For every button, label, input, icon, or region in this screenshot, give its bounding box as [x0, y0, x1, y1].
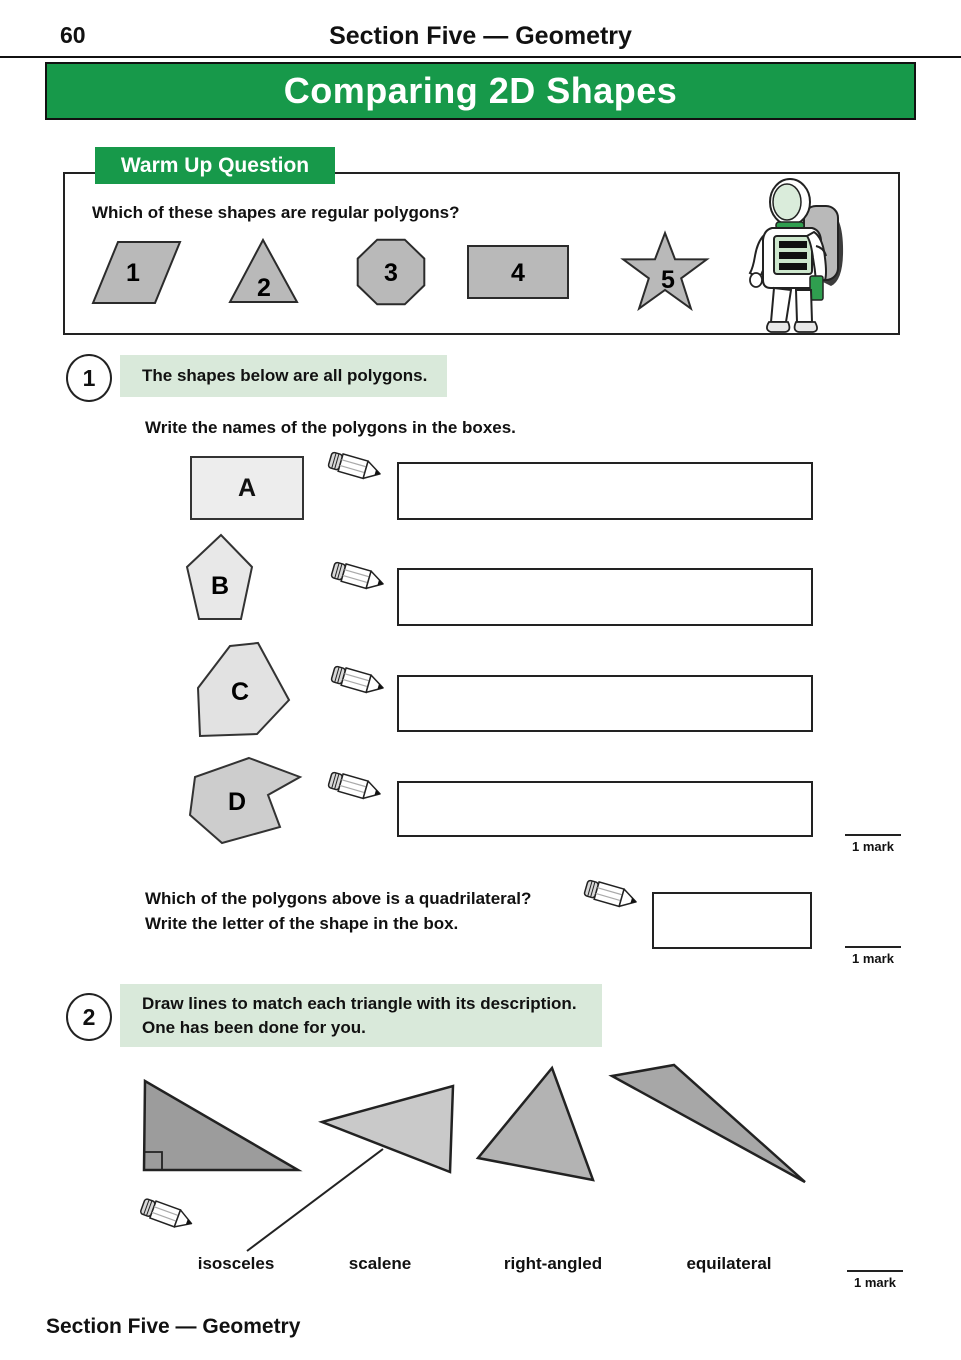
mark-tally: 1 mark [847, 1270, 903, 1290]
triangle-label-right-angled: right-angled [503, 1254, 603, 1273]
page-number: 60 [60, 22, 86, 48]
polygon-d [182, 750, 307, 848]
shape-number-2: 2 [257, 274, 271, 302]
question-1-intro: The shapes below are all polygons. [120, 355, 447, 397]
answer-box-b[interactable] [397, 568, 813, 626]
warm-up-shapes [80, 226, 730, 321]
shape-number-4: 4 [511, 259, 525, 287]
answer-box-a[interactable] [397, 462, 813, 520]
polygon-d-letter: D [227, 788, 247, 816]
pencil-icon [328, 659, 390, 703]
polygon-c-letter: C [230, 678, 250, 706]
shape-number-5: 5 [661, 266, 675, 294]
followup-line-2: Write the letter of the shape in the box. [145, 914, 459, 933]
polygon-a-letter: A [237, 473, 257, 502]
mark-tally: 1 mark [845, 834, 901, 854]
footer-section-title: Section Five — Geometry [46, 1315, 301, 1338]
pencil-icon [325, 445, 387, 489]
topic-title: Comparing 2D Shapes [283, 70, 678, 111]
answer-box-d[interactable] [397, 781, 813, 837]
triangle-label-scalene: scalene [348, 1254, 412, 1273]
question-1-instruction: Write the names of the polygons in the boxes. [145, 418, 516, 437]
topic-banner [45, 62, 916, 120]
triangle-2 [322, 1086, 453, 1172]
triangle-label-equilateral: equilateral [686, 1254, 772, 1273]
question-1-number: 1 [66, 354, 112, 402]
header-rule [0, 56, 961, 58]
warm-up-label: Warm Up Question [95, 147, 335, 184]
pencil-icon [581, 873, 643, 917]
warm-up-question-text: Which of these shapes are regular polygons? [92, 203, 460, 222]
polygon-c [185, 638, 295, 740]
answer-box-c[interactable] [397, 675, 813, 732]
triangle-4 [612, 1065, 805, 1182]
q2-intro-line-1: Draw lines to match each triangle with its description. [142, 993, 577, 1013]
shape-number-3: 3 [384, 259, 398, 287]
pencil-icon [325, 765, 387, 809]
triangle-matching-figure [110, 1055, 830, 1260]
astronaut-illustration [738, 176, 870, 334]
question-2-number: 2 [66, 993, 112, 1041]
triangle-3 [478, 1068, 593, 1180]
polygon-b [180, 530, 270, 625]
followup-line-1: Which of the polygons above is a quadrilateral? [145, 889, 532, 908]
polygon-a [190, 456, 304, 520]
pencil-icon [328, 555, 390, 599]
question-2-intro [120, 984, 602, 1047]
section-header: Section Five — Geometry [329, 22, 632, 50]
q2-intro-line-2: One has been done for you. [142, 1017, 366, 1037]
question-1-followup [145, 886, 531, 936]
astronaut-visor [773, 184, 801, 220]
triangle-1 [144, 1081, 298, 1170]
polygon-b-letter: B [210, 572, 230, 600]
quadrilateral-answer-box[interactable] [652, 892, 812, 949]
shape-number-1: 1 [126, 259, 140, 287]
mark-tally: 1 mark [845, 946, 901, 966]
triangle-label-isosceles: isosceles [197, 1254, 275, 1273]
